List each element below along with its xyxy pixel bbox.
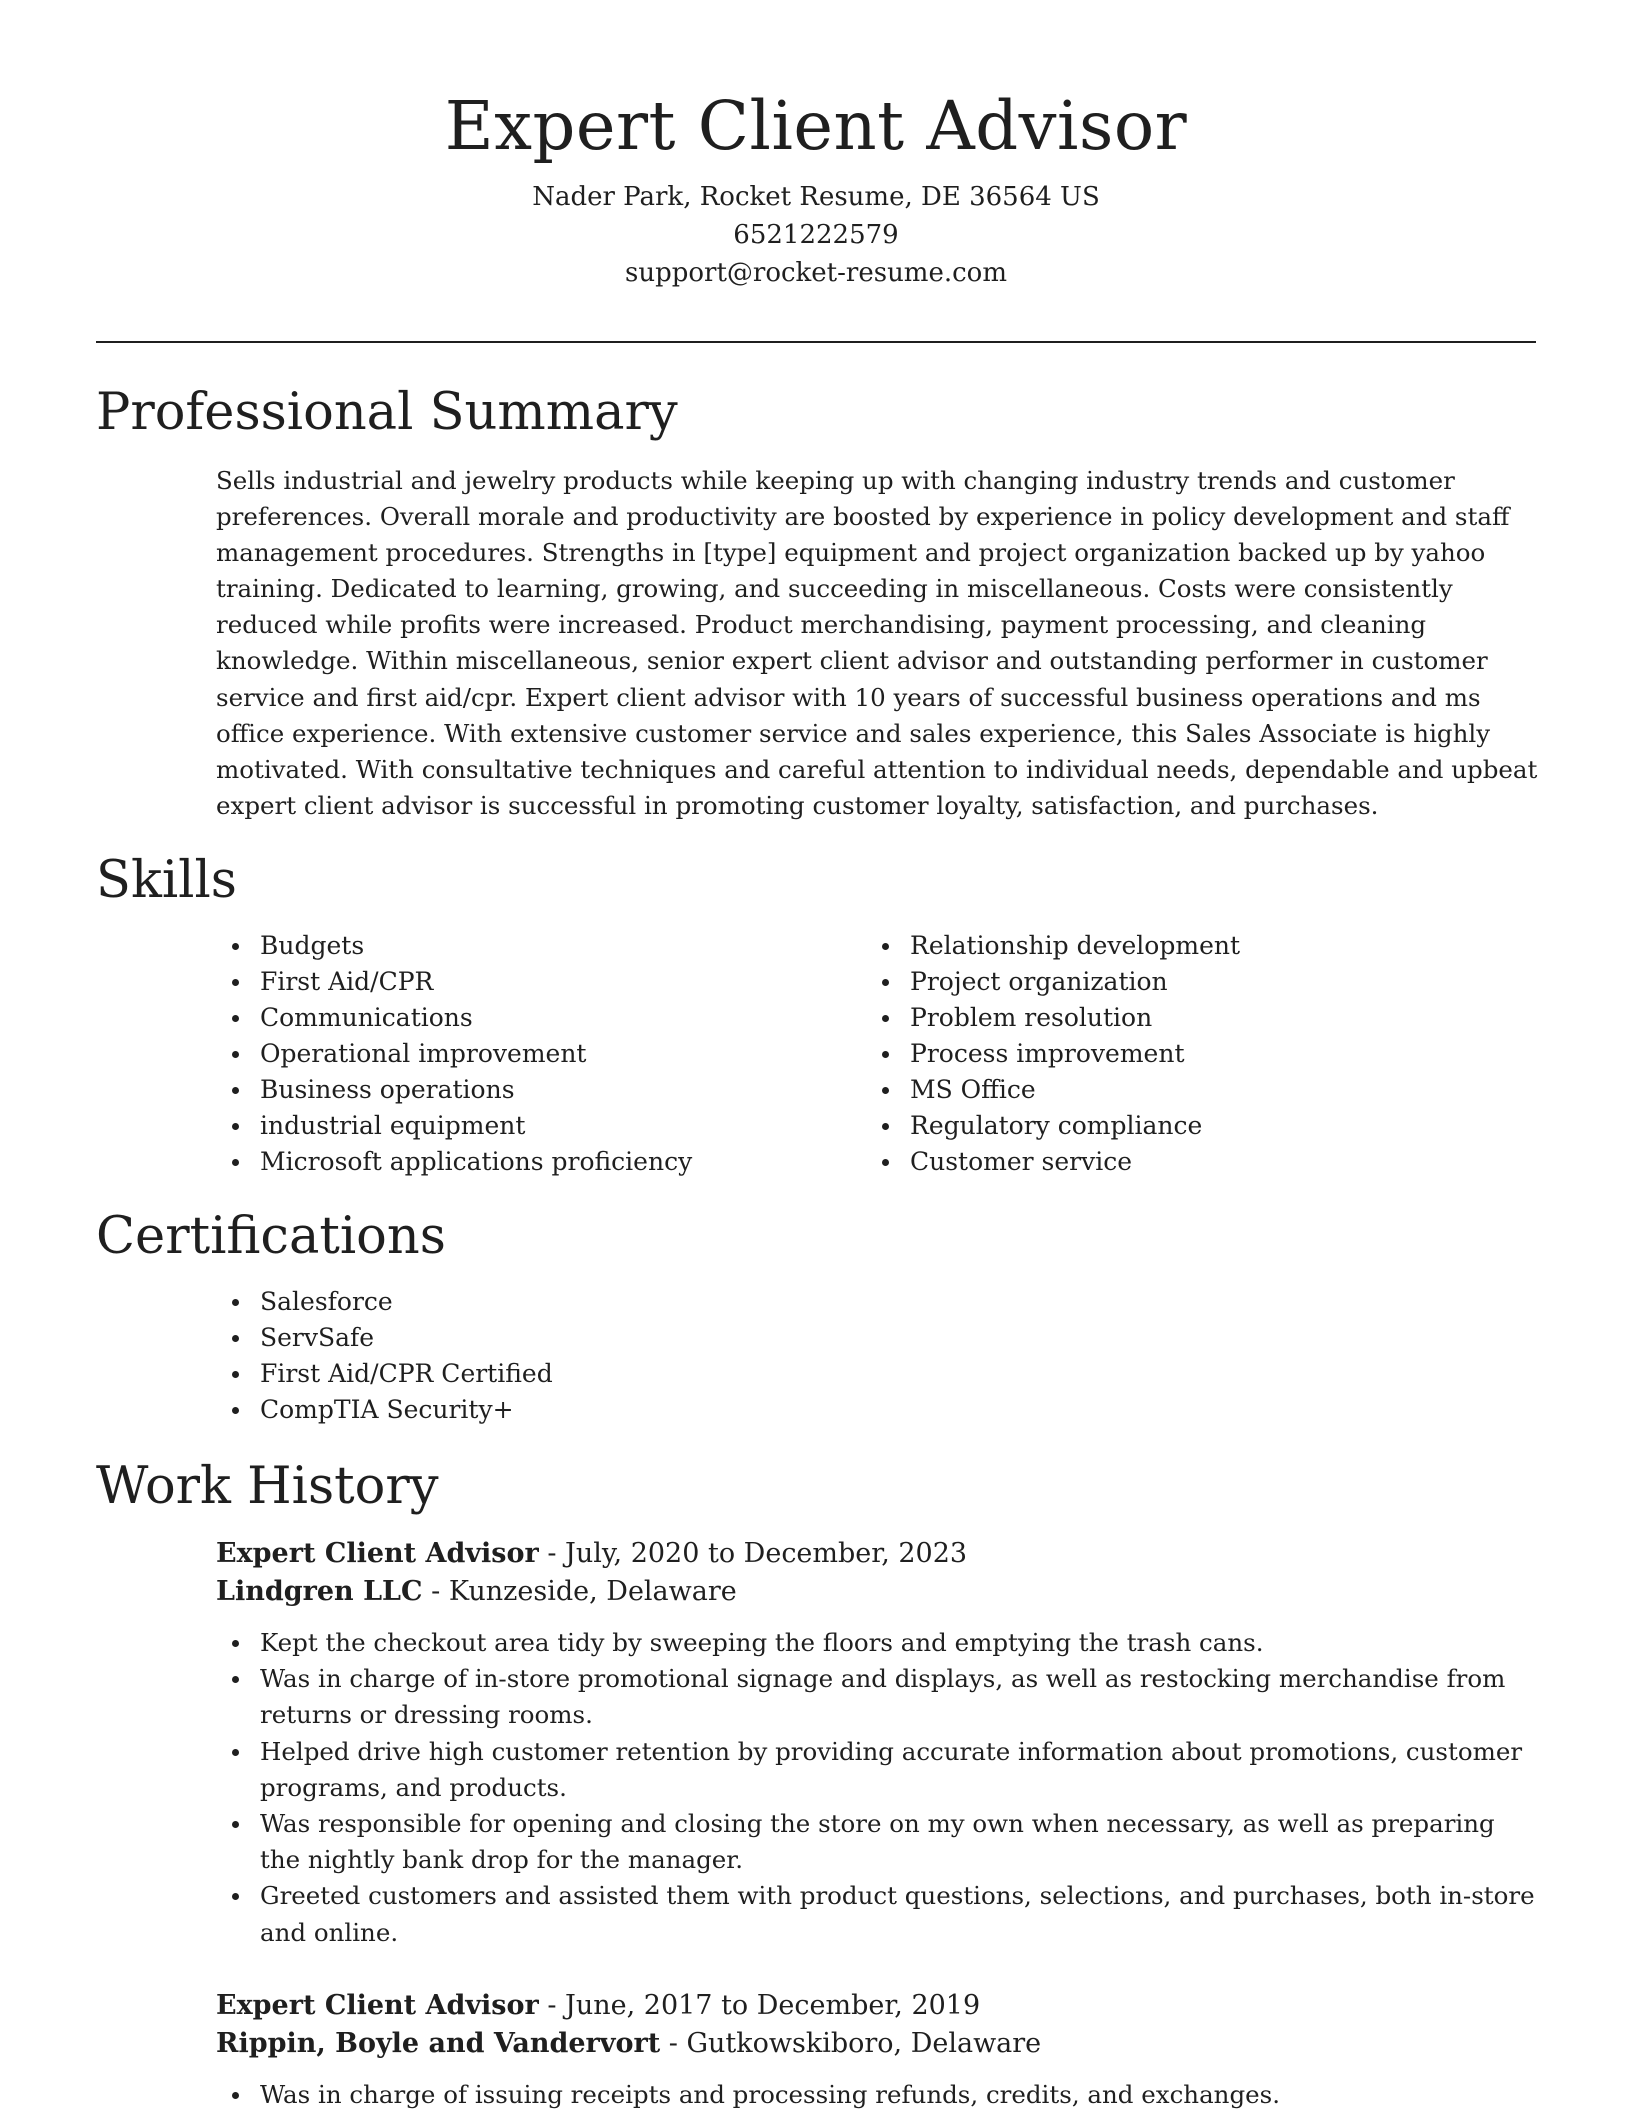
- certification-item: ServSafe: [216, 1320, 916, 1356]
- job-bullet: Helped drive high customer retention by providing accurate information about promotions, customer programs, and products.: [216, 1734, 1536, 1806]
- job-entry: [216, 1987, 1536, 2113]
- skill-item: Relationship development: [866, 928, 1566, 964]
- skill-item: Customer service: [866, 1144, 1566, 1180]
- skills-list-left: [216, 928, 916, 1180]
- job-title-line: [216, 1987, 1536, 2025]
- summary-heading: Professional Summary: [96, 383, 678, 442]
- job-company-line: [216, 1573, 1536, 1611]
- skill-item: First Aid/CPR: [216, 964, 916, 1000]
- job-dates: - June, 2017 to December, 2019: [538, 1990, 981, 2021]
- job-bullet: Was responsible for opening and closing the store on my own when necessary, as well as preparing the nightly bank drop for the manager.: [216, 1806, 1536, 1878]
- job-bullets: [216, 1625, 1536, 1951]
- job-company: Rippin, Boyle and Vandervort: [216, 2028, 661, 2059]
- job-entry: [216, 1535, 1536, 1951]
- skill-item: Microsoft applications proficiency: [216, 1144, 916, 1180]
- job-title-line: [216, 1535, 1536, 1573]
- certifications-heading: Certifications: [96, 1207, 446, 1266]
- job-bullets: [216, 2077, 1536, 2113]
- summary-text: Sells industrial and jewelry products while keeping up with changing industry trends and customer preferences. Overall morale and productivity are boosted by experience in policy development and staff management procedures. Strengths in [type] equipment and project organization backed up by yahoo training. Dedicated to learning, growing, and succeeding in miscellaneous. Costs were consistently reduced while profits were increased. Product merchandising, payment processing, and cleaning knowledge. Within miscellaneous, senior expert client advisor and outstanding performer in customer service and first aid/cpr. Expert client advisor with 10 years of successful business operations and ms office experience. With extensive customer service and sales experience, this Sales Associate is highly motivated. With consultative techniques and careful attention to individual needs, dependable and upbeat expert client advisor is successful in promoting customer loyalty, satisfaction, and purchases.: [216, 466, 1538, 820]
- job-bullet: Was in charge of in-store promotional signage and displays, as well as restocking merchandise from returns or dressing rooms.: [216, 1661, 1536, 1733]
- certification-item: First Aid/CPR Certified: [216, 1356, 916, 1392]
- skill-item: Communications: [216, 1000, 916, 1036]
- contact-phone: 6521222579: [733, 220, 899, 250]
- skills-heading: Skills: [96, 851, 237, 910]
- skill-item: Process improvement: [866, 1036, 1566, 1072]
- skill-item: Budgets: [216, 928, 916, 964]
- job-title: Expert Client Advisor: [216, 1990, 539, 2021]
- job-company-line: [216, 2025, 1536, 2063]
- job-bullet: Was in charge of issuing receipts and processing refunds, credits, and exchanges.: [216, 2077, 1536, 2113]
- job-company: Lindgren LLC: [216, 1576, 423, 1607]
- skills-list-right: [866, 928, 1566, 1180]
- job-bullet: Greeted customers and assisted them with product questions, selections, and purchases, both in-store and online.: [216, 1878, 1536, 1950]
- job-bullet: Kept the checkout area tidy by sweeping the floors and emptying the trash cans.: [216, 1625, 1536, 1661]
- skill-item: industrial equipment: [216, 1108, 916, 1144]
- job-location: - Kunzeside, Delaware: [422, 1576, 737, 1607]
- job-title: Expert Client Advisor: [216, 1538, 539, 1569]
- skill-item: Business operations: [216, 1072, 916, 1108]
- contact-email: support@rocket-resume.com: [624, 258, 1007, 288]
- resume-header: [0, 84, 1632, 292]
- header-divider: [96, 341, 1536, 343]
- certification-item: Salesforce: [216, 1284, 916, 1320]
- contact-address: Nader Park, Rocket Resume, DE 36564 US: [532, 182, 1100, 212]
- skill-item: Project organization: [866, 964, 1566, 1000]
- job-location: - Gutkowskiboro, Delaware: [660, 2028, 1042, 2059]
- certifications-list: [216, 1284, 916, 1428]
- contact-block: [0, 178, 1632, 292]
- skill-item: Regulatory compliance: [866, 1108, 1566, 1144]
- skill-item: Problem resolution: [866, 1000, 1566, 1036]
- page-title: Expert Client Advisor: [444, 87, 1188, 165]
- job-dates: - July, 2020 to December, 2023: [538, 1538, 968, 1569]
- skill-item: Operational improvement: [216, 1036, 916, 1072]
- skill-item: MS Office: [866, 1072, 1566, 1108]
- work-history-heading: Work History: [96, 1457, 439, 1516]
- certification-item: CompTIA Security+: [216, 1392, 916, 1428]
